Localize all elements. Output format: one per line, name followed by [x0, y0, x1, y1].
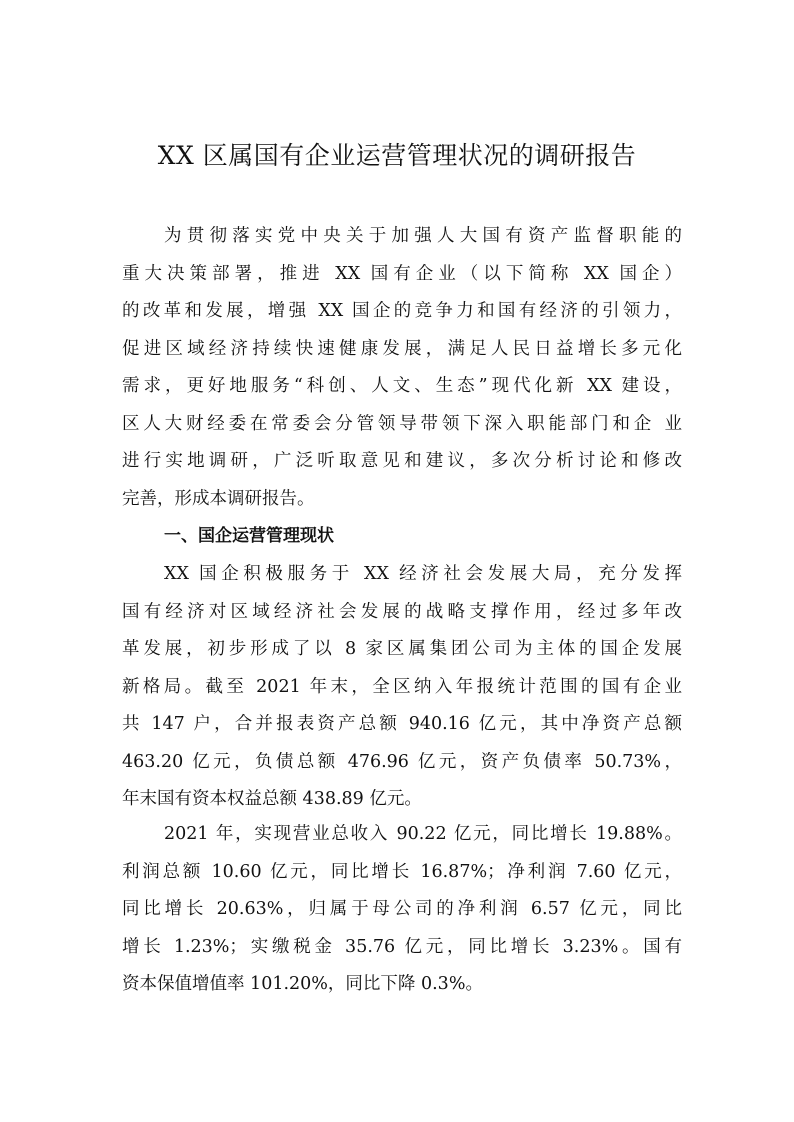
status-paragraph	[122, 556, 682, 819]
section-heading: 一、国企运营管理现状	[164, 526, 334, 546]
text-line: 促进区域经济持续快速健康发展，满足人民日益增长多元化	[122, 338, 682, 359]
text-line: 资本保值增值率 101.20%，同比下降 0.3%。	[122, 974, 483, 994]
text-line: 完善，形成本调研报告。	[122, 488, 315, 509]
text-line: 区人大财经委在常委会分管领导带领下深入职能部门和企 业	[122, 413, 682, 434]
text-line: 新格局。截至 2021 年末，全区纳入年报统计范围的国有企业	[122, 676, 682, 697]
text-line: 增长 1.23%；实缴税金 35.76 亿元，同比增长 3.23%。国有	[122, 936, 682, 957]
document-title: XX 区属国有企业运营管理状况的调研报告	[157, 141, 637, 170]
text-line: 463.20 亿元，负债总额 476.96 亿元，资产负债率 50.73%，	[122, 751, 682, 772]
text-line: 为贯彻落实党中央关于加强人大国有资产监督职能的	[164, 226, 682, 246]
text-line: 利润总额 10.60 亿元，同比增长 16.87%；净利润 7.60 亿元，	[122, 861, 682, 882]
text-line: 的改革和发展，增强 XX 国企的竞争力和国有经济的引领力，	[122, 301, 682, 321]
text-line: 同比增长 20.63%，归属于母公司的净利润 6.57 亿元，同比	[122, 899, 682, 919]
text-line: 需求，更好地服务“科创、人文、生态”现代化新 XX 建设，	[122, 376, 682, 396]
text-line: 革发展，初步形成了以 8 家区属集团公司为主体的国企发展	[122, 639, 682, 659]
performance-paragraph	[122, 816, 682, 1004]
text-line: 2021 年，实现营业总收入 90.22 亿元，同比增长 19.88%。	[164, 824, 682, 844]
text-line: 共 147 户，合并报表资产总额 940.16 亿元，其中净资产总额	[122, 714, 682, 734]
text-line: 进行实地调研，广泛听取意见和建议，多次分析讨论和修改	[122, 451, 682, 471]
text-line: 重大决策部署，推进 XX 国有企业（以下简称 XX 国企）	[122, 263, 682, 284]
text-line: 国有经济对区域经济社会发展的战略支撑作用，经过多年改	[122, 601, 682, 622]
text-line: 年末国有资本权益总额 438.89 亿元。	[122, 789, 422, 809]
intro-paragraph	[122, 218, 682, 518]
text-line: XX 国企积极服务于 XX 经济社会发展大局，充分发挥	[164, 564, 682, 584]
